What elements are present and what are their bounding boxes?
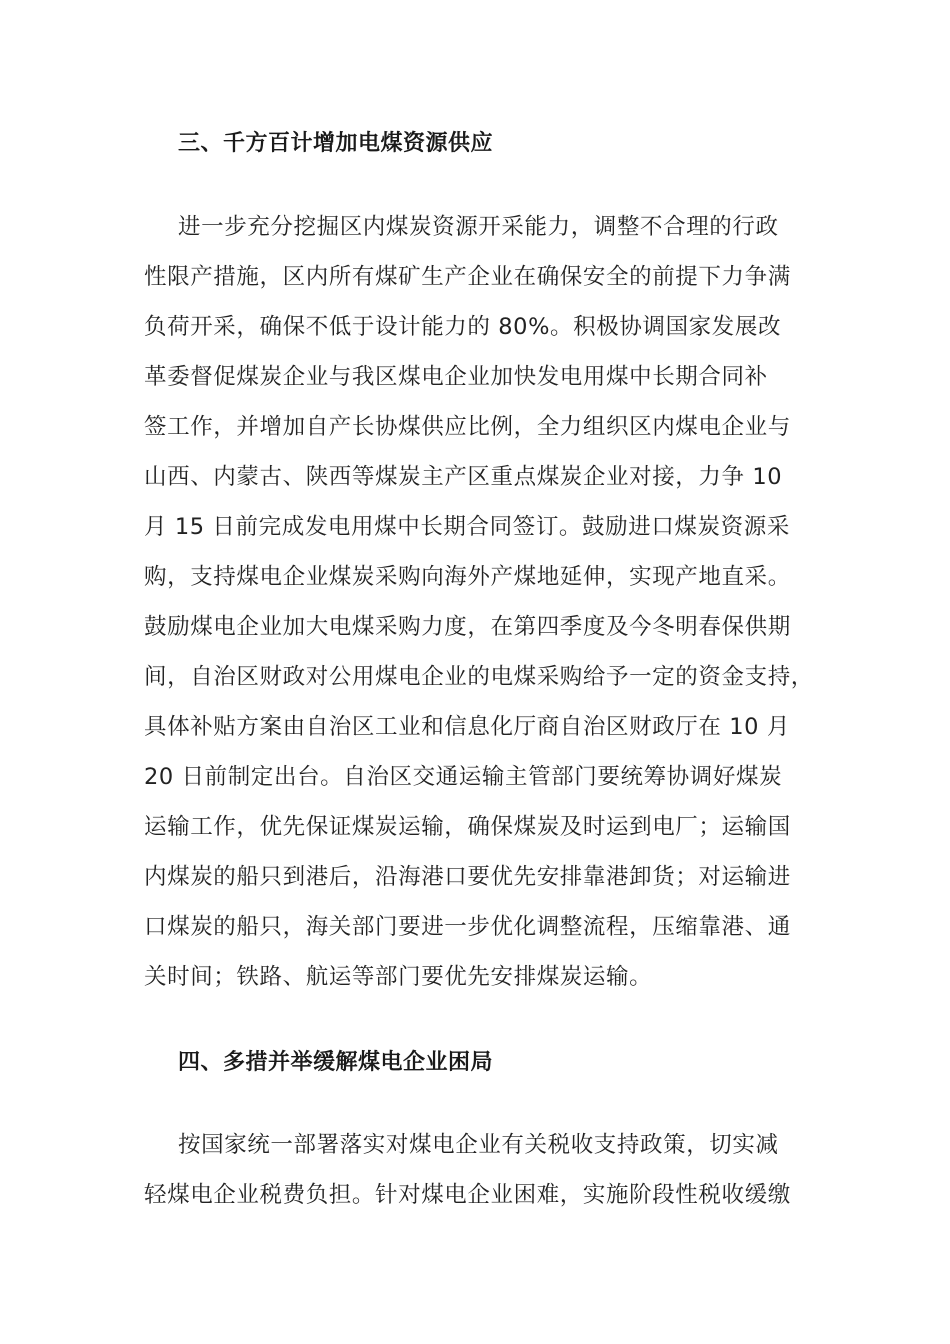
paragraph-line: 间，自治区财政对公用煤电企业的电煤采购给予一定的资金支持， bbox=[144, 664, 814, 690]
paragraph-line: 进一步充分挖掘区内煤炭资源开采能力，调整不合理的行政 bbox=[178, 214, 779, 240]
paragraph-line: 革委督促煤炭企业与我区煤电企业加快发电用煤中长期合同补 bbox=[144, 364, 768, 390]
paragraph-line: 山西、内蒙古、陕西等煤炭主产区重点煤炭企业对接，力争 10 bbox=[144, 464, 783, 490]
section-4-paragraph bbox=[144, 1120, 834, 1220]
paragraph-line: 具体补贴方案由自治区工业和信息化厅商自治区财政厅在 10 月 bbox=[144, 714, 790, 740]
paragraph-line: 负荷开采，确保不低于设计能力的 80%。积极协调国家发展改 bbox=[144, 314, 782, 340]
paragraph-line: 口煤炭的船只，海关部门要进一步优化调整流程，压缩靠港、通 bbox=[144, 914, 791, 940]
paragraph-line: 签工作，并增加自产长协煤供应比例，全力组织区内煤电企业与 bbox=[144, 414, 791, 440]
paragraph-line: 关时间；铁路、航运等部门要优先安排煤炭运输。 bbox=[144, 964, 653, 990]
paragraph-line: 运输工作，优先保证煤炭运输，确保煤炭及时运到电厂；运输国 bbox=[144, 814, 791, 840]
paragraph-line: 内煤炭的船只到港后，沿海港口要优先安排靠港卸货；对运输进 bbox=[144, 864, 791, 890]
paragraph-line: 性限产措施，区内所有煤矿生产企业在确保安全的前提下力争满 bbox=[144, 264, 791, 290]
section-4-heading: 四、多措并举缓解煤电企业困局 bbox=[178, 1050, 494, 1075]
paragraph-line: 按国家统一部署落实对煤电企业有关税收支持政策，切实减 bbox=[178, 1132, 779, 1158]
section-3-heading: 三、千方百计增加电煤资源供应 bbox=[178, 131, 494, 156]
paragraph-line: 月 15 日前完成发电用煤中长期合同签订。鼓励进口煤炭资源采 bbox=[144, 514, 790, 540]
section-3-paragraph bbox=[144, 202, 834, 1002]
paragraph-line: 轻煤电企业税费负担。针对煤电企业困难，实施阶段性税收缓缴 bbox=[144, 1182, 791, 1208]
paragraph-line: 购，支持煤电企业煤炭采购向海外产煤地延伸，实现产地直采。 bbox=[144, 564, 791, 590]
paragraph-line: 鼓励煤电企业加大电煤采购力度，在第四季度及今冬明春保供期 bbox=[144, 614, 791, 640]
paragraph-line: 20 日前制定出台。自治区交通运输主管部门要统筹协调好煤炭 bbox=[144, 764, 783, 790]
